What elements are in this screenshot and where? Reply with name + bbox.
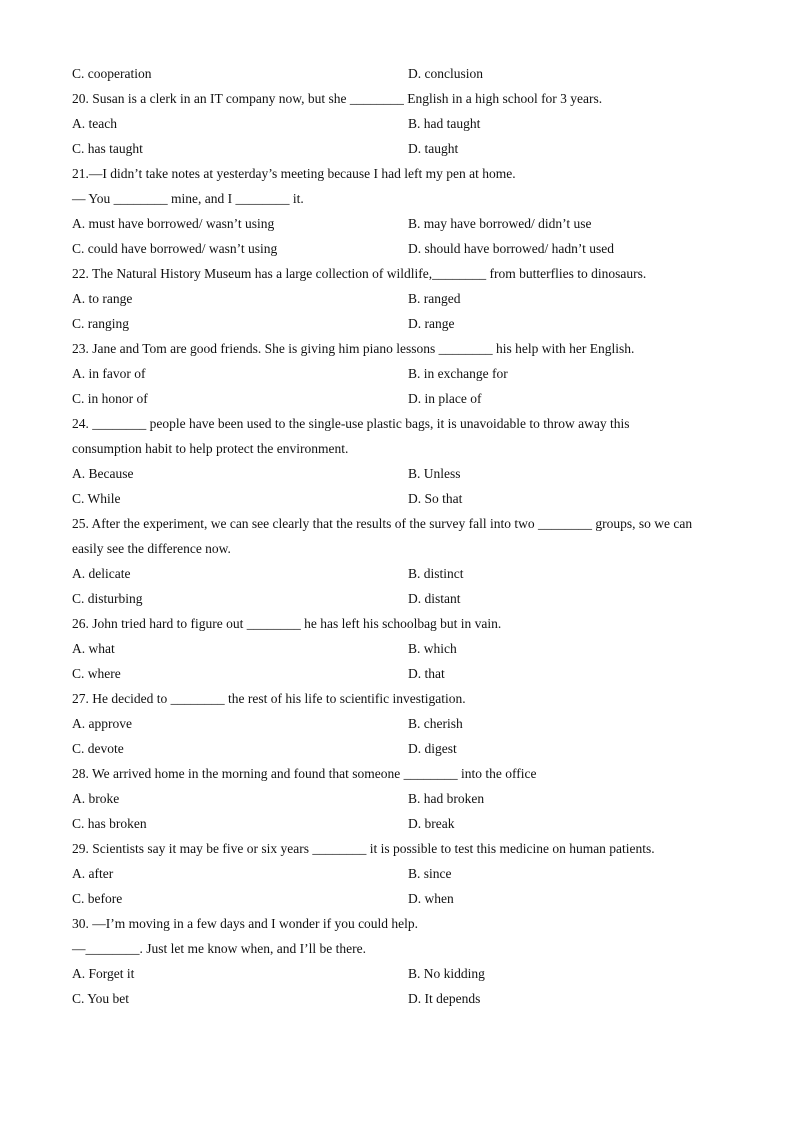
q29-option-a: A. after <box>72 866 114 881</box>
q29-stem: 29. Scientists say it may be five or six years ________ it is possible to test this medicine on human patients. <box>72 841 655 856</box>
q26-option-c: C. where <box>72 666 121 681</box>
q25-option-d: D. distant <box>408 591 461 606</box>
q23-option-c: C. in honor of <box>72 391 148 406</box>
q30-stem: 30. —I’m moving in a few days and I wonder if you could help. <box>72 916 419 931</box>
q27-option-d: D. digest <box>408 741 457 756</box>
q24-stem-continued: consumption habit to help protect the environment. <box>72 441 349 456</box>
q29-option-b: B. since <box>408 866 452 881</box>
q21-option-d: D. should have borrowed/ hadn’t used <box>408 241 614 256</box>
q25-option-a: A. delicate <box>72 566 131 581</box>
q27-option-c: C. devote <box>72 741 124 756</box>
q23-stem: 23. Jane and Tom are good friends. She is giving him piano lessons ________ his help with her English. <box>72 341 635 356</box>
q22-option-a: A. to range <box>72 291 133 306</box>
q30-option-b: B. No kidding <box>408 966 485 981</box>
q24-option-b: B. Unless <box>408 466 461 481</box>
q21-stem: 21.—I didn’t take notes at yesterday’s meeting because I had left my pen at home. <box>72 166 516 181</box>
q20-option-c: C. has taught <box>72 141 143 156</box>
q27-stem: 27. He decided to ________ the rest of his life to scientific investigation. <box>72 691 466 706</box>
q21-stem-reply: — You ________ mine, and I ________ it. <box>72 191 304 206</box>
q22-option-c: C. ranging <box>72 316 129 331</box>
q26-option-b: B. which <box>408 641 457 656</box>
q30-option-a: A. Forget it <box>72 966 135 981</box>
q28-stem: 28. We arrived home in the morning and found that someone ________ into the office <box>72 766 537 781</box>
q26-stem: 26. John tried hard to figure out ________ he has left his schoolbag but in vain. <box>72 616 502 631</box>
q21-option-b: B. may have borrowed/ didn’t use <box>408 216 592 231</box>
q23-option-d: D. in place of <box>408 391 482 406</box>
q27-option-a: A. approve <box>72 716 132 731</box>
q24-stem: 24. ________ people have been used to the single-use plastic bags, it is unavoidable to throw away this <box>72 416 630 431</box>
q28-option-d: D. break <box>408 816 455 831</box>
q22-option-b: B. ranged <box>408 291 461 306</box>
q24-option-d: D. So that <box>408 491 463 506</box>
q20-option-a: A. teach <box>72 116 117 131</box>
q23-option-b: B. in exchange for <box>408 366 508 381</box>
q20-option-b: B. had taught <box>408 116 481 131</box>
q28-option-a: A. broke <box>72 791 120 806</box>
q24-option-a: A. Because <box>72 466 134 481</box>
q28-option-c: C. has broken <box>72 816 147 831</box>
q25-option-b: B. distinct <box>408 566 464 581</box>
q29-option-c: C. before <box>72 891 123 906</box>
q20-option-d: D. taught <box>408 141 459 156</box>
q22-stem: 22. The Natural History Museum has a large collection of wildlife,________ from butterflies to dinosaurs. <box>72 266 647 281</box>
q19-option-c: C. cooperation <box>72 66 152 81</box>
q30-stem-reply: —________. Just let me know when, and I’ll be there. <box>72 941 366 956</box>
q26-option-a: A. what <box>72 641 115 656</box>
q21-option-c: C. could have borrowed/ wasn’t using <box>72 241 278 256</box>
q22-option-d: D. range <box>408 316 455 331</box>
q29-option-d: D. when <box>408 891 454 906</box>
q27-option-b: B. cherish <box>408 716 463 731</box>
q26-option-d: D. that <box>408 666 445 681</box>
q24-option-c: C. While <box>72 491 121 506</box>
q25-option-c: C. disturbing <box>72 591 143 606</box>
q20-stem: 20. Susan is a clerk in an IT company now, but she ________ English in a high school for 3 years. <box>72 91 603 106</box>
q30-option-d: D. It depends <box>408 991 481 1006</box>
q25-stem: 25. After the experiment, we can see clearly that the results of the survey fall into two ________ groups, so we can <box>72 516 693 531</box>
q19-option-d: D. conclusion <box>408 66 483 81</box>
q30-option-c: C. You bet <box>72 991 130 1006</box>
q21-option-a: A. must have borrowed/ wasn’t using <box>72 216 275 231</box>
q25-stem-continued: easily see the difference now. <box>72 541 231 556</box>
q23-option-a: A. in favor of <box>72 366 146 381</box>
q28-option-b: B. had broken <box>408 791 485 806</box>
